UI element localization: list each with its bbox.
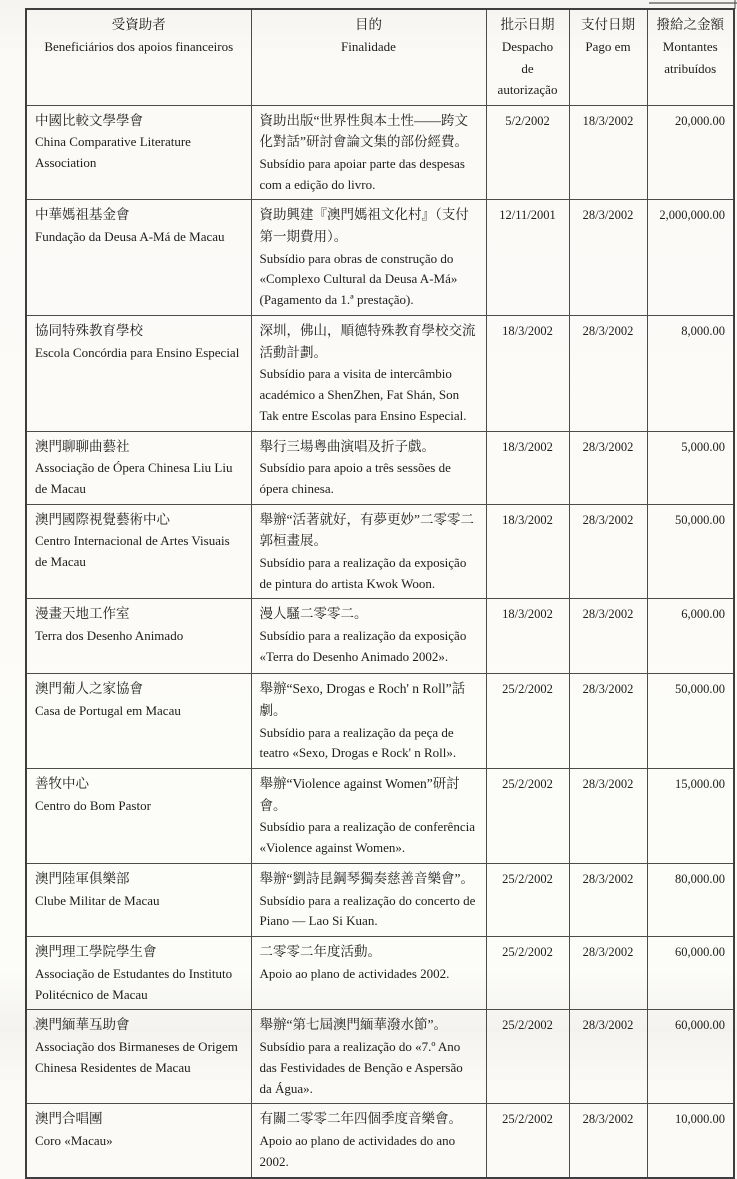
purpose-text-zh: 有關二零零二年四個季度音樂會。 bbox=[259, 1111, 462, 1127]
authorization-date-cell: 25/2/2002 bbox=[486, 937, 569, 1010]
purpose-text-zh: 舉辦“第七屆澳門緬華潑水節”。 bbox=[259, 1017, 447, 1033]
beneficiary-name-pt: Centro Internacional de Artes Visuais de Macau bbox=[35, 533, 230, 570]
purpose-cell bbox=[251, 937, 486, 1010]
header-payment-pt: Pago em bbox=[585, 39, 631, 55]
header-authorization-date bbox=[486, 9, 569, 105]
header-authorization-pt: Despacho de autorização bbox=[497, 39, 558, 98]
beneficiary-name-zh: 澳門緬華互助會 bbox=[35, 1017, 130, 1033]
purpose-text-pt: Subsídio para a realização da exposição de pintura do artista Kwok Woon. bbox=[259, 554, 467, 591]
purpose-text-zh: 舉行三場粵曲演唱及折子戲。 bbox=[259, 438, 435, 454]
amount-cell: 6,000.00 bbox=[647, 599, 734, 674]
authorization-date-cell: 18/3/2002 bbox=[486, 599, 569, 674]
payment-date-cell: 28/3/2002 bbox=[569, 937, 647, 1010]
authorization-date-cell: 18/3/2002 bbox=[486, 431, 569, 504]
beneficiary-cell bbox=[26, 504, 251, 599]
payment-date-cell: 28/3/2002 bbox=[569, 864, 647, 937]
header-beneficiary-zh: 受資助者 bbox=[111, 17, 166, 32]
beneficiary-cell bbox=[26, 315, 251, 431]
amount-cell: 2,000,000.00 bbox=[647, 200, 734, 316]
amount-cell: 5,000.00 bbox=[647, 431, 734, 504]
amount-cell: 8,000.00 bbox=[647, 315, 734, 431]
authorization-date-cell: 25/2/2002 bbox=[486, 674, 569, 769]
beneficiary-name-pt: Associação de Estudantes do Instituto Politécnico de Macau bbox=[35, 965, 233, 1002]
beneficiary-name-zh: 澳門國際視覺藝術中心 bbox=[35, 511, 170, 527]
purpose-cell bbox=[251, 1104, 486, 1178]
payment-date-cell: 18/3/2002 bbox=[569, 105, 647, 200]
table-row bbox=[26, 599, 734, 674]
amount-cell: 80,000.00 bbox=[647, 864, 734, 937]
beneficiary-cell bbox=[26, 200, 251, 316]
purpose-text-pt: Apoio ao plano de actividades 2002. bbox=[259, 965, 450, 981]
beneficiary-name-zh: 澳門理工學院學生會 bbox=[35, 944, 157, 960]
amount-cell: 50,000.00 bbox=[647, 674, 734, 769]
purpose-text-zh: 舉辦“Sexo, Drogas e Roch' n Roll”話劇。 bbox=[259, 681, 466, 719]
payment-date-cell: 28/3/2002 bbox=[569, 200, 647, 316]
header-beneficiary bbox=[26, 9, 251, 105]
table-row bbox=[26, 315, 734, 431]
table-row bbox=[26, 200, 734, 316]
beneficiary-name-zh: 澳門陸軍俱樂部 bbox=[35, 871, 130, 887]
scan-artifact-line bbox=[649, 2, 737, 4]
table-row bbox=[26, 105, 734, 200]
amount-cell: 60,000.00 bbox=[647, 937, 734, 1010]
beneficiary-cell bbox=[26, 937, 251, 1010]
purpose-cell bbox=[251, 504, 486, 599]
purpose-text-zh: 資助出版“世界性與本土性——跨文化對話”研討會論文集的部份經費。 bbox=[259, 112, 468, 150]
beneficiary-cell bbox=[26, 1010, 251, 1104]
purpose-text-zh: 舉辦“Violence against Women”研討會。 bbox=[259, 776, 460, 813]
beneficiary-name-pt: Coro «Macau» bbox=[35, 1133, 113, 1148]
beneficiary-name-pt: Clube Militar de Macau bbox=[35, 892, 160, 908]
beneficiary-name-zh: 協同特殊教育學校 bbox=[35, 322, 143, 338]
table-row bbox=[26, 504, 734, 599]
purpose-text-pt: Subsídio para a realização da exposição «Terra do Desenho Animado 2002». bbox=[259, 628, 467, 664]
table-body bbox=[26, 105, 734, 1178]
beneficiary-cell bbox=[26, 674, 251, 769]
table-row bbox=[26, 937, 734, 1010]
purpose-text-pt: Apoio ao plano de actividades do ano 2002. bbox=[259, 1133, 456, 1169]
purpose-text-pt: Subsídio para apoiar parte das despesas com a edição do livro. bbox=[259, 155, 465, 192]
beneficiary-name-zh: 澳門聊聊曲藝社 bbox=[35, 438, 130, 454]
header-beneficiary-pt: Beneficiários dos apoios financeiros bbox=[44, 39, 234, 55]
header-purpose bbox=[251, 9, 486, 105]
beneficiary-name-zh: 澳門葡人之家協會 bbox=[35, 681, 143, 697]
table-row bbox=[26, 674, 734, 769]
purpose-text-pt: Subsídio para a realização da peça de teatro «Sexo, Drogas e Rock' n Roll». bbox=[259, 724, 457, 761]
purpose-text-zh: 舉辦“劉詩昆鋼琴獨奏慈善音樂會”。 bbox=[259, 871, 474, 887]
payment-date-cell: 28/3/2002 bbox=[569, 1010, 647, 1104]
beneficiary-name-zh: 中國比較文學學會 bbox=[35, 112, 143, 128]
authorization-date-cell: 18/3/2002 bbox=[486, 504, 569, 599]
beneficiary-cell bbox=[26, 431, 251, 504]
beneficiary-cell bbox=[26, 1104, 251, 1178]
header-payment-date bbox=[569, 9, 647, 105]
authorization-date-cell: 25/2/2002 bbox=[486, 864, 569, 937]
authorization-date-cell: 25/2/2002 bbox=[486, 769, 569, 864]
header-amount-zh: 撥給之金額 bbox=[656, 17, 724, 32]
purpose-cell bbox=[251, 105, 486, 200]
purpose-text-pt: Subsídio para a realização de conferência «Violence against Women». bbox=[259, 819, 475, 856]
purpose-cell bbox=[251, 1010, 486, 1104]
purpose-cell bbox=[251, 315, 486, 431]
amount-cell: 10,000.00 bbox=[647, 1104, 734, 1178]
purpose-text-zh: 資助興建『澳門媽祖文化村』（支付第一期費用）。 bbox=[259, 207, 469, 244]
beneficiary-cell bbox=[26, 105, 251, 200]
header-authorization-zh: 批示日期 bbox=[500, 17, 555, 32]
purpose-cell bbox=[251, 674, 486, 769]
purpose-text-zh: 二零零二年度活動。 bbox=[259, 944, 381, 960]
payment-date-cell: 28/3/2002 bbox=[569, 599, 647, 674]
beneficiary-name-pt: Escola Concórdia para Ensino Especial bbox=[35, 344, 240, 360]
beneficiary-name-pt: Fundação da Deusa A-Má de Macau bbox=[35, 228, 225, 244]
beneficiary-cell bbox=[26, 599, 251, 674]
header-amount bbox=[647, 9, 734, 105]
payment-date-cell: 28/3/2002 bbox=[569, 504, 647, 599]
authorization-date-cell: 18/3/2002 bbox=[486, 315, 569, 431]
beneficiary-name-pt: China Comparative Literature Association bbox=[35, 134, 191, 170]
header-amount-pt: Montantes atribuídos bbox=[662, 39, 718, 76]
header-purpose-zh: 目的 bbox=[355, 17, 382, 32]
beneficiary-cell bbox=[26, 864, 251, 937]
purpose-cell bbox=[251, 599, 486, 674]
payment-date-cell: 28/3/2002 bbox=[569, 315, 647, 431]
beneficiary-name-pt: Centro do Bom Pastor bbox=[35, 797, 151, 813]
purpose-text-zh: 深圳，佛山，順德特殊教育學校交流活動計劃。 bbox=[259, 322, 476, 360]
beneficiary-name-zh: 澳門合唱團 bbox=[35, 1111, 103, 1127]
purpose-text-pt: Subsídio para a visita de intercâmbio académico a ShenZhen, Fat Shán, Son Tak entre Escolas para Ensino Especial. bbox=[259, 366, 467, 423]
header-payment-zh: 支付日期 bbox=[581, 17, 635, 32]
purpose-text-zh: 舉辦“活著就好，有夢更妙”二零零二郭桓畫展。 bbox=[259, 511, 474, 549]
beneficiary-name-zh: 善牧中心 bbox=[35, 776, 89, 792]
table-row bbox=[26, 1010, 734, 1104]
authorization-date-cell: 25/2/2002 bbox=[486, 1104, 569, 1178]
beneficiary-name-pt: Associação de Ópera Chinesa Liu Liu de Macau bbox=[35, 460, 233, 496]
beneficiary-cell bbox=[26, 769, 251, 864]
amount-cell: 15,000.00 bbox=[647, 769, 734, 864]
table-header bbox=[26, 9, 734, 105]
beneficiary-name-pt: Casa de Portugal em Macau bbox=[35, 703, 181, 719]
authorization-date-cell: 5/2/2002 bbox=[486, 105, 569, 200]
subsidy-grants-table bbox=[25, 8, 735, 1179]
authorization-date-cell: 25/2/2002 bbox=[486, 1010, 569, 1104]
amount-cell: 50,000.00 bbox=[647, 504, 734, 599]
beneficiary-name-zh: 漫畫天地工作室 bbox=[35, 606, 130, 622]
amount-cell: 20,000.00 bbox=[647, 105, 734, 200]
table-row bbox=[26, 431, 734, 504]
payment-date-cell: 28/3/2002 bbox=[569, 1104, 647, 1178]
purpose-cell bbox=[251, 864, 486, 937]
purpose-text-pt: Subsídio para apoio a três sessões de ópera chinesa. bbox=[259, 460, 451, 496]
payment-date-cell: 28/3/2002 bbox=[569, 769, 647, 864]
beneficiary-name-zh: 中華媽祖基金會 bbox=[35, 207, 130, 223]
table-row bbox=[26, 769, 734, 864]
purpose-text-zh: 漫人騷二零零二。 bbox=[259, 606, 368, 622]
beneficiary-name-pt: Terra dos Desenho Animado bbox=[35, 628, 184, 644]
table-row bbox=[26, 1104, 734, 1178]
authorization-date-cell: 12/11/2001 bbox=[486, 200, 569, 316]
purpose-text-pt: Subsídio para a realização do «7.º Ano das Festividades de Benção e Aspersão da Água». bbox=[259, 1039, 463, 1096]
purpose-cell bbox=[251, 431, 486, 504]
purpose-text-pt: Subsídio para obras de construção do «Complexo Cultural da Deusa A-Má» (Pagamento da 1.ª prestação). bbox=[259, 250, 458, 308]
amount-cell: 60,000.00 bbox=[647, 1010, 734, 1104]
payment-date-cell: 28/3/2002 bbox=[569, 674, 647, 769]
purpose-cell bbox=[251, 200, 486, 316]
header-purpose-pt: Finalidade bbox=[341, 39, 396, 55]
purpose-text-pt: Subsídio para a realização do concerto de Piano — Lao Si Kuan. bbox=[259, 892, 476, 929]
payment-date-cell: 28/3/2002 bbox=[569, 431, 647, 504]
beneficiary-name-pt: Associação dos Birmaneses de Origem Chinesa Residentes de Macau bbox=[35, 1039, 238, 1075]
purpose-cell bbox=[251, 769, 486, 864]
table-row bbox=[26, 864, 734, 937]
